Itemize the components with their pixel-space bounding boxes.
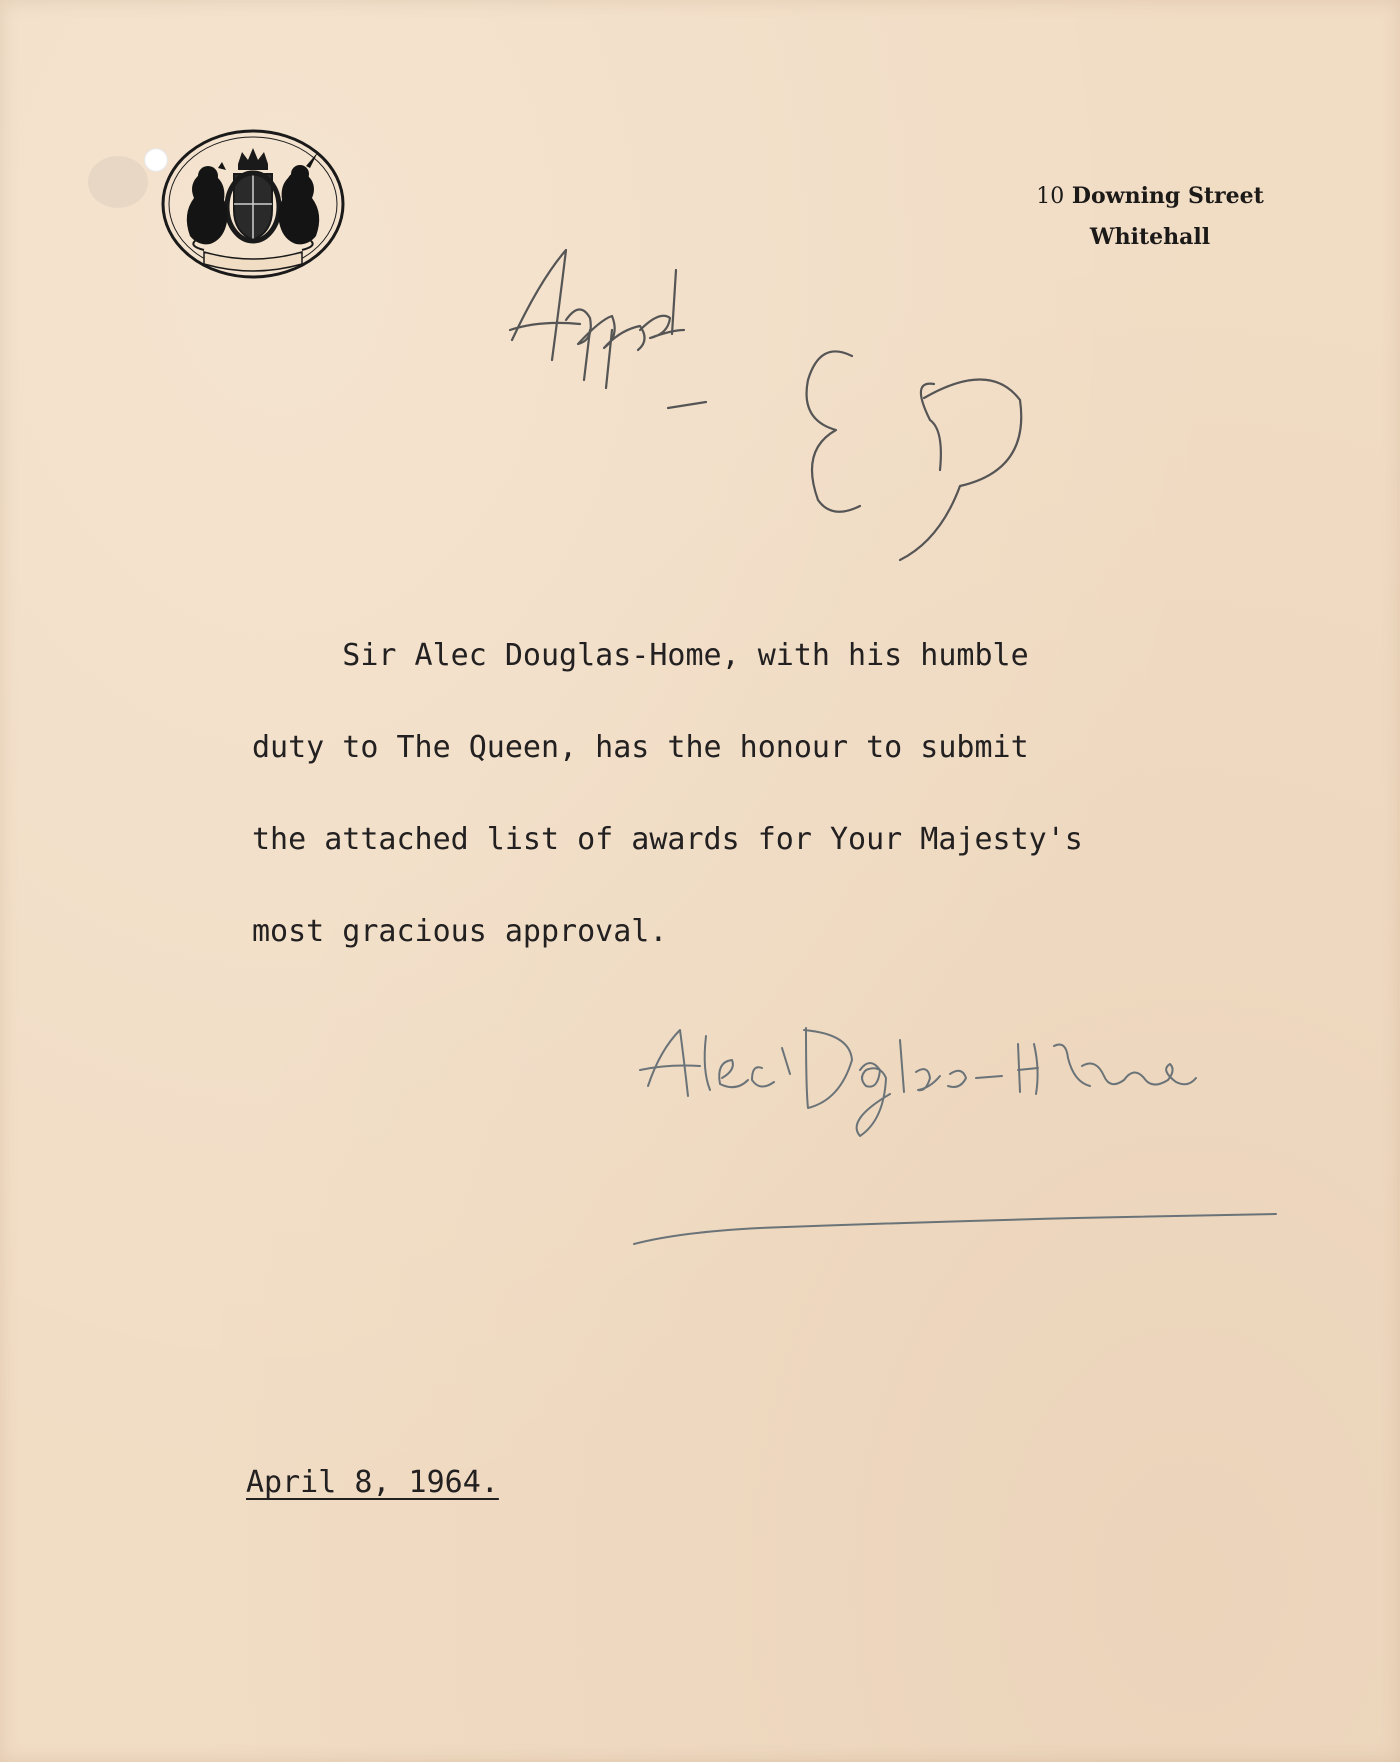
body-line: the attached list of awards for Your Majesty's [252, 822, 1083, 857]
body-line: duty to The Queen, has the honour to submit [252, 730, 1029, 765]
punch-hole-shadow [88, 156, 148, 208]
address-area: Whitehall [1089, 224, 1211, 250]
approval-note-handwriting [510, 250, 706, 408]
address-street: Downing Street [1071, 183, 1264, 209]
body-line: most gracious approval. [252, 914, 668, 949]
letter-body [252, 610, 1252, 978]
signature-handwriting [634, 1028, 1276, 1244]
body-line: Sir Alec Douglas-Home, with his humble [252, 638, 1029, 673]
address-line-1 [1000, 176, 1300, 217]
approval-initials-handwriting [807, 351, 1022, 560]
letter-date: April 8, 1964. [246, 1465, 499, 1500]
prime-minister-crest-icon [160, 128, 346, 280]
address-number: 10 [1036, 184, 1065, 209]
letterhead-address [1000, 176, 1300, 257]
